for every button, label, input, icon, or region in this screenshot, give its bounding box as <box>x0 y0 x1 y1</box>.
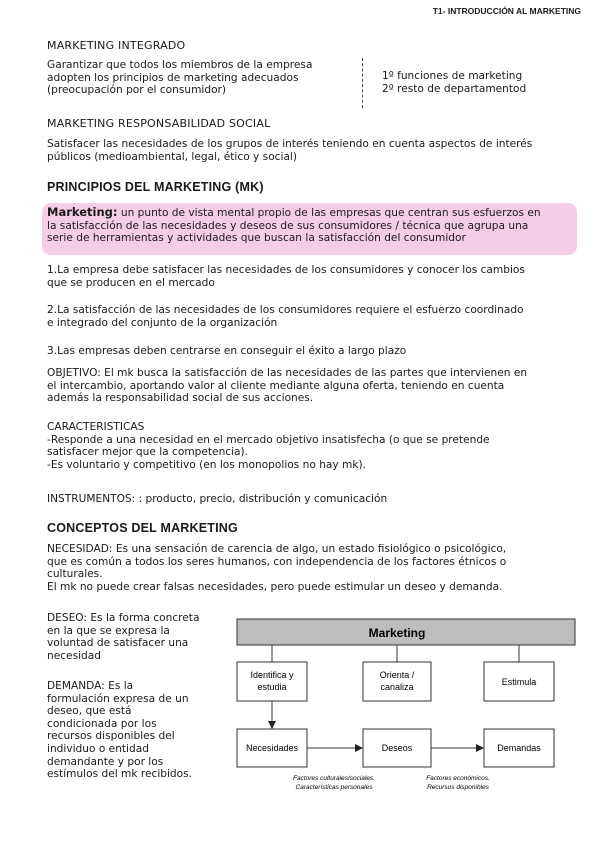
objetivo-text: OBJETIVO: El mk busca la satisfacción de las necesidades de las partes que intervienen en el intercambio, aportando valor al cliente mediante alguna oferta, teniendo en cuenta además la responsabilidad social de sus acciones. <box>47 367 528 405</box>
responsabilidad-social-heading: MARKETING RESPONSABILIDAD SOCIAL <box>47 117 271 130</box>
box-identifica-line1: Identifica y <box>250 670 294 680</box>
box-estimula-label: Estimula <box>501 677 537 687</box>
principle-1: 1.La empresa debe satisfacer las necesidades de los consumidores y conocer los cambios que se producen en el mercado <box>47 264 525 289</box>
principios-heading: PRINCIPIOS DEL MARKETING (MK) <box>47 180 264 194</box>
note-recursos: Recursos disponibles <box>427 784 489 791</box>
marketing-box-label: Marketing <box>368 626 426 640</box>
conceptos-heading: CONCEPTOS DEL MARKETING <box>47 521 238 535</box>
note-factores-culturales: Factores culturales/sociales. <box>292 775 376 782</box>
demanda-text: DEMANDA: Es la formulación expresa de un deseo, que está condicionada por los recursos disponibles del individuo o entidad demandante y por los estímulos del mk recibidos. <box>47 680 193 781</box>
deseo-text: DESEO: Es la forma concreta en la que se expresa la voluntad de satisfacer una necesidad <box>47 612 200 662</box>
responsabilidad-social-text: Satisfacer las necesidades de los grupos de interés teniendo en cuenta aspectos de interés públicos (medioambiental, legal, ético y social) <box>47 138 533 163</box>
necesidad-text: NECESIDAD: Es una sensación de carencia de algo, un estado fisiológico o psicológico, que es común a todos los seres humanos, con independencia de los factores étnicos o culturales. El mk no puede crear falsas necesidades, pero puede estimular un deseo y demanda. <box>47 543 507 593</box>
caracteristicas-block: CARACTERISTICAS -Responde a una necesidad en el mercado objetivo insatisfecha (o que se pretende satisfacer mejor que la competencia). -Es voluntario y competitivo (en los monopolios no hay mk). <box>47 421 490 471</box>
box-orienta-line1: Orienta / <box>379 670 415 680</box>
page-header: T1- INTRODUCCIÓN AL MARKETING <box>432 6 581 16</box>
marketing-integrado-text: Garantizar que todos los miembros de la empresa adopten los principios de marketing adecuados (preocupación por el consumidor) <box>47 59 313 97</box>
principle-3: 3.Las empresas deben centrarse en conseguir el éxito a largo plazo <box>47 345 407 357</box>
box-deseos-label: Deseos <box>381 743 413 753</box>
marketing-definition: Marketing: un punto de vista mental propio de las empresas que centran sus esfuerzos en la satisfacción de las necesidades y deseos de sus consumidores / técnica que agrupa una serie de herramientas y actividades que buscan la satisfacción del consumidor <box>47 205 541 245</box>
marketing-integrado-side: 1º funciones de marketing 2º resto de departamentod <box>382 70 527 95</box>
box-orienta-line2: canaliza <box>380 682 414 692</box>
principle-2: 2.La satisfacción de las necesidades de los consumidores requiere el esfuerzo coordinado e integrado del conjunto de la organización <box>47 304 524 329</box>
box-identifica-line2: estudia <box>257 682 287 692</box>
note-caracteristicas: Características personales <box>295 784 373 791</box>
instrumentos-text: INSTRUMENTOS: : producto, precio, distribución y comunicación <box>47 493 388 505</box>
marketing-integrado-heading: MARKETING INTEGRADO <box>47 39 186 52</box>
box-necesidades-label: Necesidades <box>245 743 299 753</box>
note-factores-economicos: Factores económicos. <box>426 775 490 782</box>
box-demandas-label: Demandas <box>497 743 541 753</box>
